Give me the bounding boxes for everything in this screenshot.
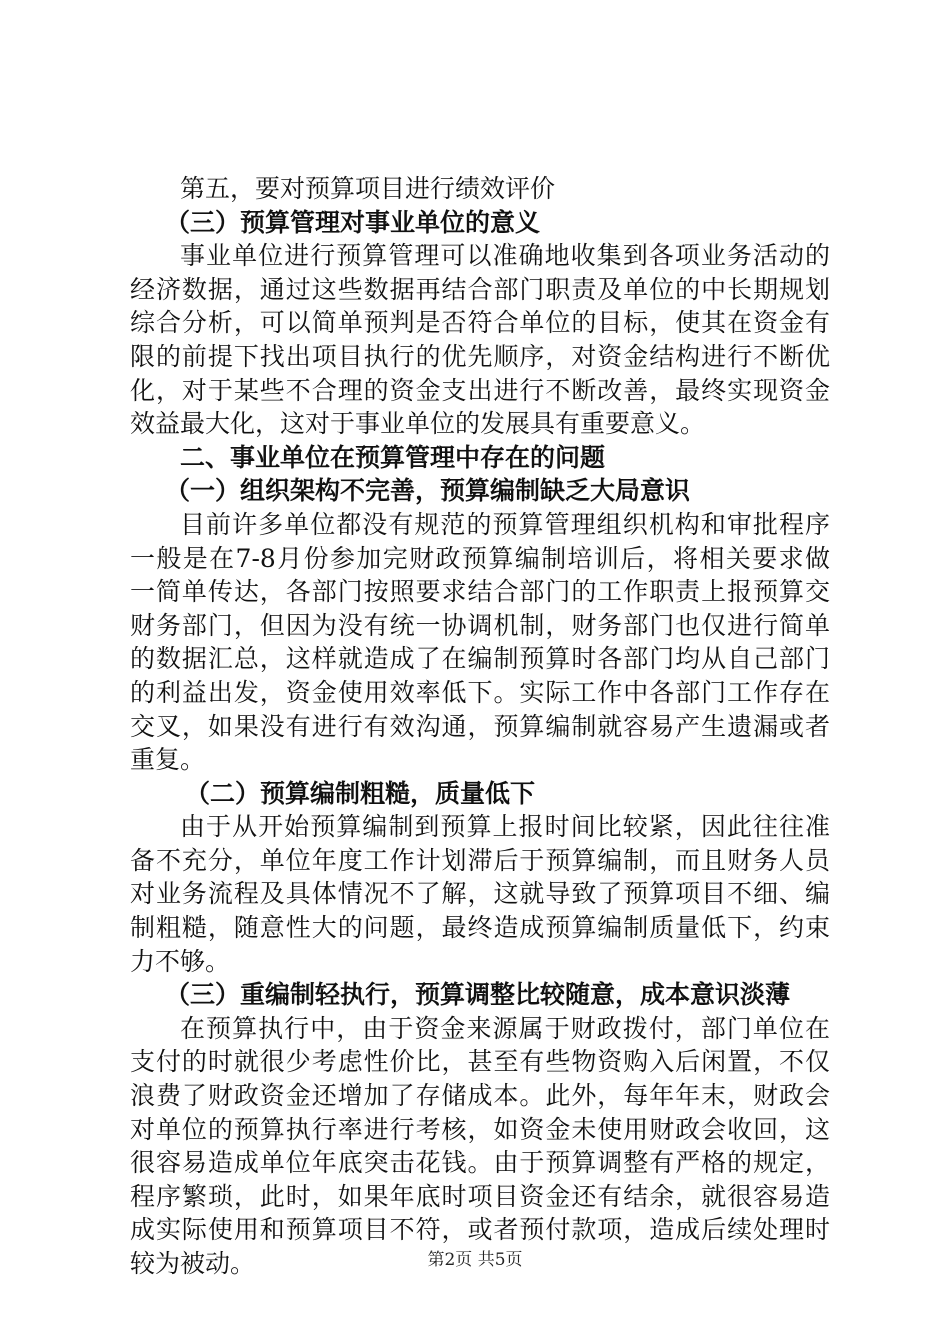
paragraph-line: 的数据汇总，这样就造成了在编制预算时各部门均从自己部门 xyxy=(130,644,830,674)
paragraph-line: 很容易造成单位年底突击花钱。由于预算调整有严格的规定， xyxy=(130,1148,830,1178)
paragraph-line: 浪费了财政资金还增加了存储成本。此外，每年年末，财政会 xyxy=(130,1081,830,1111)
chapter-heading: 二、事业单位在预算管理中存在的问题 xyxy=(180,442,606,472)
section-heading: （三）重编制轻执行，预算调整比较随意，成本意识淡薄 xyxy=(165,980,791,1010)
page-number-footer: 第2页 共5页 xyxy=(427,1250,523,1270)
paragraph-line: 程序繁琐，此时，如果年底时项目资金还有结余，就很容易造 xyxy=(130,1181,830,1211)
paragraph-line: 化，对于某些不合理的资金支出进行不断改善，最终实现资金 xyxy=(130,375,830,405)
section-heading: （一）组织架构不完善，预算编制缺乏大局意识 xyxy=(165,476,691,506)
paragraph-line: 目前许多单位都没有规范的预算管理组织机构和审批程序 xyxy=(180,509,830,539)
paragraph-line: 第五，要对预算项目进行绩效评价 xyxy=(180,174,556,203)
paragraph-line: 支付的时就很少考虑性价比，甚至有些物资购入后闲置，不仅 xyxy=(130,1047,830,1077)
paragraph-line: 一简单传达，各部门按照要求结合部门的工作职责上报预算交 xyxy=(130,577,830,607)
paragraph-line: 综合分析，可以简单预判是否符合单位的目标，使其在资金有 xyxy=(130,308,830,338)
section-heading: （二）预算编制粗糙，质量低下 xyxy=(185,778,536,808)
paragraph-line: 重复。 xyxy=(130,745,206,775)
paragraph-line: 在预算执行中，由于资金来源属于财政拨付，部门单位在 xyxy=(180,1013,830,1043)
paragraph-line: 财务部门，但因为没有统一协调机制，财务部门也仅进行简单 xyxy=(130,610,830,640)
paragraph-line: 由于从开始预算编制到预算上报时间比较紧，因此往往准 xyxy=(180,812,830,842)
paragraph-line: 限的前提下找出项目执行的优先顺序，对资金结构进行不断优 xyxy=(130,341,830,371)
paragraph-line: 事业单位进行预算管理可以准确地收集到各项业务活动的 xyxy=(180,241,830,271)
paragraph-line: 力不够。 xyxy=(130,946,231,976)
paragraph-line: 效益最大化，这对于事业单位的发展具有重要意义。 xyxy=(130,409,706,439)
paragraph-line: 备不充分，单位年度工作计划滞后于预算编制，而且财务人员 xyxy=(130,845,830,875)
paragraph-line: 对单位的预算执行率进行考核，如资金未使用财政会收回，这 xyxy=(130,1114,830,1144)
paragraph-line: 经济数据，通过这些数据再结合部门职责及单位的中长期规划 xyxy=(130,274,830,304)
section-heading: （三）预算管理对事业单位的意义 xyxy=(165,207,541,237)
paragraph-line: 对业务流程及具体情况不了解，这就导致了预算项目不细、编 xyxy=(130,879,830,909)
document-body xyxy=(130,172,830,1281)
paragraph-line: 成实际使用和预算项目不符，或者预付款项，造成后续处理时 xyxy=(130,1215,830,1245)
paragraph-line: 较为被动。 xyxy=(130,1249,256,1278)
paragraph-line: 一般是在7-8月份参加完财政预算编制培训后，将相关要求做 xyxy=(130,543,830,573)
paragraph-line: 制粗糙，随意性大的问题，最终造成预算编制质量低下，约束 xyxy=(130,913,830,943)
paragraph-line: 的利益出发，资金使用效率低下。实际工作中各部门工作存在 xyxy=(130,677,830,707)
paragraph-line: 交叉，如果没有进行有效沟通，预算编制就容易产生遗漏或者 xyxy=(130,711,830,741)
